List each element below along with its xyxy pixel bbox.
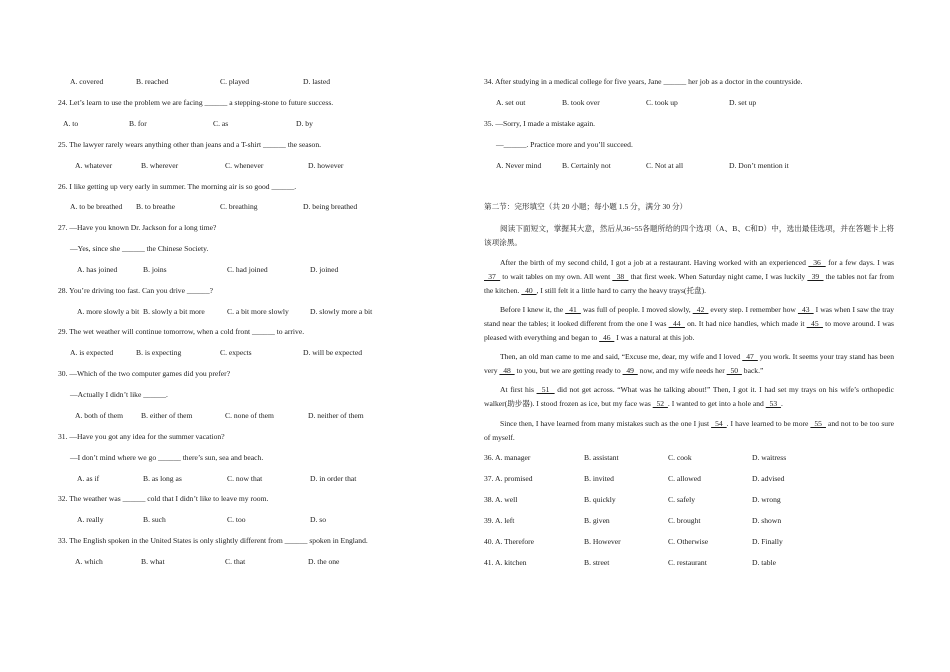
left-answer-option: C. now that bbox=[227, 474, 263, 483]
cloze-answer-option: 39. A. left bbox=[484, 516, 515, 525]
left-answer-option: D. however bbox=[308, 161, 344, 170]
right-answer-option: C. took up bbox=[646, 98, 678, 107]
left-answer-option: A. as if bbox=[77, 474, 100, 483]
left-answer-option: D. in order that bbox=[310, 474, 357, 483]
cloze-blank: 45 bbox=[806, 318, 823, 328]
cloze-answer-option: 36. A. manager bbox=[484, 453, 531, 462]
left-answer-option: A. more slowly a bit bbox=[77, 307, 140, 316]
cloze-answer-option: B. quickly bbox=[584, 495, 616, 504]
left-answer-option: B. either of them bbox=[141, 411, 193, 420]
left-answer-option: A. whatever bbox=[75, 161, 113, 170]
left-question-stem: 24. Let’s learn to use the problem we are facing ______ a stepping-stone to future success. bbox=[58, 98, 334, 107]
right-answer-option: D. Don’t mention it bbox=[729, 161, 789, 170]
left-answer-option: A. really bbox=[77, 515, 104, 524]
left-answer-option: C. that bbox=[225, 557, 246, 566]
left-question-stem: 27. —Have you known Dr. Jackson for a long time? bbox=[58, 223, 217, 232]
right-answer-option: D. set up bbox=[729, 98, 757, 107]
cloze-answer-option: 37. A. promised bbox=[484, 474, 533, 483]
cloze-blank: 49 bbox=[622, 365, 638, 375]
left-answer-option: A. which bbox=[75, 557, 103, 566]
left-answer-option: B. such bbox=[143, 515, 166, 524]
left-answer-option: C. none of them bbox=[225, 411, 274, 420]
left-question-reply: —Yes, since she ______ the Chinese Society. bbox=[70, 244, 209, 253]
cloze-answer-option: C. brought bbox=[668, 516, 701, 525]
cloze-blank: 53 bbox=[765, 398, 781, 408]
left-answer-option: C. breathing bbox=[220, 202, 258, 211]
cloze-answer-option: C. allowed bbox=[668, 474, 701, 483]
passage-paragraph: After the birth of my second child, I got a job at a restaurant. Having worked with an experienced 36 for a few days. I was 37 to wait tables on my own. All went 38 that first week. When Saturday night came, I was luckily 39 the tables not far from the kitchen. 40 , I still felt it a little hard to carry the heavy trays(托盘). bbox=[484, 258, 895, 295]
cloze-blank: 50 bbox=[726, 365, 742, 375]
left-answer-option: A. covered bbox=[70, 77, 104, 86]
cloze-answer-option: D. waitress bbox=[752, 453, 787, 462]
left-answer-option: A. to bbox=[63, 119, 79, 128]
left-answer-option: C. expects bbox=[220, 348, 252, 357]
cloze-blank: 40 bbox=[521, 285, 537, 295]
section-instruction: 阅读下面短文，掌握其大意，然后从36~55各题所给的四个选项（A、B、C和D）中，选出最佳选项，并在答题卡上将该项涂黑。 bbox=[484, 224, 894, 247]
cloze-answer-option: D. wrong bbox=[752, 495, 781, 504]
passage-paragraph: At first his 51 did not get across. “What was he talking about!” Then, I got it. I had set my trays on his wife’s orthopedic walker(助步器). I stood frozen as ice, but my face was 52 . I wanted to get into a hole and 53 . bbox=[484, 385, 894, 408]
left-answer-option: A. is expected bbox=[70, 348, 114, 357]
left-answer-option: B. for bbox=[129, 119, 147, 128]
right-answer-option: B. Certainly not bbox=[562, 161, 611, 170]
section-heading: 第二节：完形填空（共 20 小题；每小题 1.5 分，满分 30 分） bbox=[484, 202, 688, 211]
left-question-stem: 32. The weather was ______ cold that I didn’t like to leave my room. bbox=[58, 494, 269, 503]
cloze-answer-option: D. table bbox=[752, 558, 777, 567]
left-answer-option: C. a bit more slowly bbox=[227, 307, 289, 316]
left-answer-option: C. played bbox=[220, 77, 250, 86]
cloze-answer-option: D. shown bbox=[752, 516, 782, 525]
right-question-reply: —______. Practice more and you’ll succeed. bbox=[496, 140, 633, 149]
left-question-reply: —Actually I didn’t like ______. bbox=[70, 390, 168, 399]
cloze-blank: 48 bbox=[499, 365, 515, 375]
passage-paragraph: Since then, I have learned from many mistakes such as the one I just 54 . I have learned to be more 55 and not to be too sure of myself. bbox=[484, 419, 894, 442]
cloze-answer-option: B. invited bbox=[584, 474, 614, 483]
cloze-blank: 41 bbox=[565, 305, 581, 314]
right-question-stem: 34. After studying in a medical college for five years, Jane ______ her job as a doctor in the countryside. bbox=[484, 77, 803, 86]
cloze-blank: 47 bbox=[742, 352, 758, 361]
left-answer-option: D. being breathed bbox=[303, 202, 358, 211]
cloze-blank: 55 bbox=[810, 419, 826, 428]
cloze-blank: 36 bbox=[808, 258, 826, 267]
left-answer-option: B. reached bbox=[136, 77, 169, 86]
cloze-answer-option: D. Finally bbox=[752, 537, 783, 546]
left-question-stem: 25. The lawyer rarely wears anything other than jeans and a T-shirt ______ the season. bbox=[58, 140, 322, 149]
cloze-blank: 51 bbox=[536, 385, 555, 394]
cloze-answer-option: D. advised bbox=[752, 474, 785, 483]
left-answer-option: D. neither of them bbox=[308, 411, 364, 420]
left-answer-option: C. too bbox=[227, 515, 246, 524]
cloze-blank: 39 bbox=[807, 271, 824, 281]
left-answer-option: A. has joined bbox=[77, 265, 118, 274]
cloze-answer-option: C. cook bbox=[668, 453, 692, 462]
left-question-stem: 29. The wet weather will continue tomorrow, when a cold front ______ to arrive. bbox=[58, 327, 305, 336]
left-question-stem: 28. You’re driving too fast. Can you drive ______? bbox=[58, 286, 214, 295]
cloze-answer-option: 38. A. well bbox=[484, 495, 518, 504]
left-answer-option: B. joins bbox=[143, 265, 167, 274]
left-answer-option: A. to be breathed bbox=[70, 202, 123, 211]
left-answer-option: C. as bbox=[213, 119, 229, 128]
passage-paragraph: Before I knew it, the 41 was full of people. I moved slowly, 42 every step. I remember how 43 I was when I saw the tray stand near the tables; it looked different from the one I was 44 on. It had nice handles, which made it 45 to move around. I was pleased with everything and began to 46 I was a natural at this job. bbox=[484, 305, 894, 342]
cloze-blank: 44 bbox=[668, 318, 685, 328]
left-answer-option: D. the one bbox=[308, 557, 340, 566]
cloze-answer-option: 40. A. Therefore bbox=[484, 537, 535, 546]
left-answer-option: D. slowly more a bit bbox=[310, 307, 373, 316]
cloze-blank: 37 bbox=[484, 271, 501, 281]
cloze-answer-option: B. assistant bbox=[584, 453, 619, 462]
cloze-blank: 42 bbox=[692, 305, 709, 314]
right-question-stem: 35. —Sorry, I made a mistake again. bbox=[484, 119, 596, 128]
cloze-answer-option: B. street bbox=[584, 558, 610, 567]
left-answer-option: B. to breathe bbox=[136, 202, 176, 211]
cloze-answer-option: C. restaurant bbox=[668, 558, 707, 567]
left-question-stem: 31. —Have you got any idea for the summer vacation? bbox=[58, 432, 225, 441]
left-answer-option: B. slowly a bit more bbox=[143, 307, 205, 316]
left-answer-option: C. had joined bbox=[227, 265, 268, 274]
left-answer-option: A. both of them bbox=[75, 411, 124, 420]
cloze-blank: 52 bbox=[652, 398, 668, 408]
right-answer-option: B. took over bbox=[562, 98, 600, 107]
left-answer-option: B. as long as bbox=[143, 474, 182, 483]
left-answer-option: D. by bbox=[296, 119, 313, 128]
cloze-answer-option: B. given bbox=[584, 516, 610, 525]
passage-paragraph: Then, an old man came to me and said, “Excuse me, dear, my wife and I loved 47 you work. It seems your tray stand has been very 48 to you, but we are getting ready to 49 now, and my wife needs her 50 back.” bbox=[484, 352, 895, 375]
cloze-answer-option: 41. A. kitchen bbox=[484, 558, 527, 567]
left-answer-option: D. joined bbox=[310, 265, 339, 274]
left-answer-option: B. is expecting bbox=[136, 348, 182, 357]
cloze-blank: 43 bbox=[797, 305, 814, 314]
left-answer-option: C. whenever bbox=[225, 161, 264, 170]
cloze-answer-option: C. Otherwise bbox=[668, 537, 709, 546]
cloze-blank: 54 bbox=[711, 419, 727, 428]
right-answer-option: C. Not at all bbox=[646, 161, 684, 170]
left-question-reply: —I don’t mind where we go ______ there’s sun, sea and beach. bbox=[70, 453, 264, 462]
left-question-stem: 33. The English spoken in the United States is only slightly different from ______ spoken in England. bbox=[58, 536, 368, 545]
left-answer-option: B. wherever bbox=[141, 161, 179, 170]
left-answer-option: B. what bbox=[141, 557, 165, 566]
left-answer-option: D. so bbox=[310, 515, 327, 524]
left-answer-option: D. lasted bbox=[303, 77, 330, 86]
cloze-blank: 38 bbox=[612, 271, 629, 281]
cloze-answer-option: C. safely bbox=[668, 495, 695, 504]
left-answer-option: D. will be expected bbox=[303, 348, 363, 357]
cloze-blank: 46 bbox=[599, 332, 615, 342]
left-question-stem: 30. —Which of the two computer games did you prefer? bbox=[58, 369, 231, 378]
right-answer-option: A. set out bbox=[496, 98, 526, 107]
right-answer-option: A. Never mind bbox=[496, 161, 542, 170]
cloze-answer-option: B. However bbox=[584, 537, 621, 546]
left-question-stem: 26. I like getting up very early in summer. The morning air is so good ______. bbox=[58, 182, 297, 191]
